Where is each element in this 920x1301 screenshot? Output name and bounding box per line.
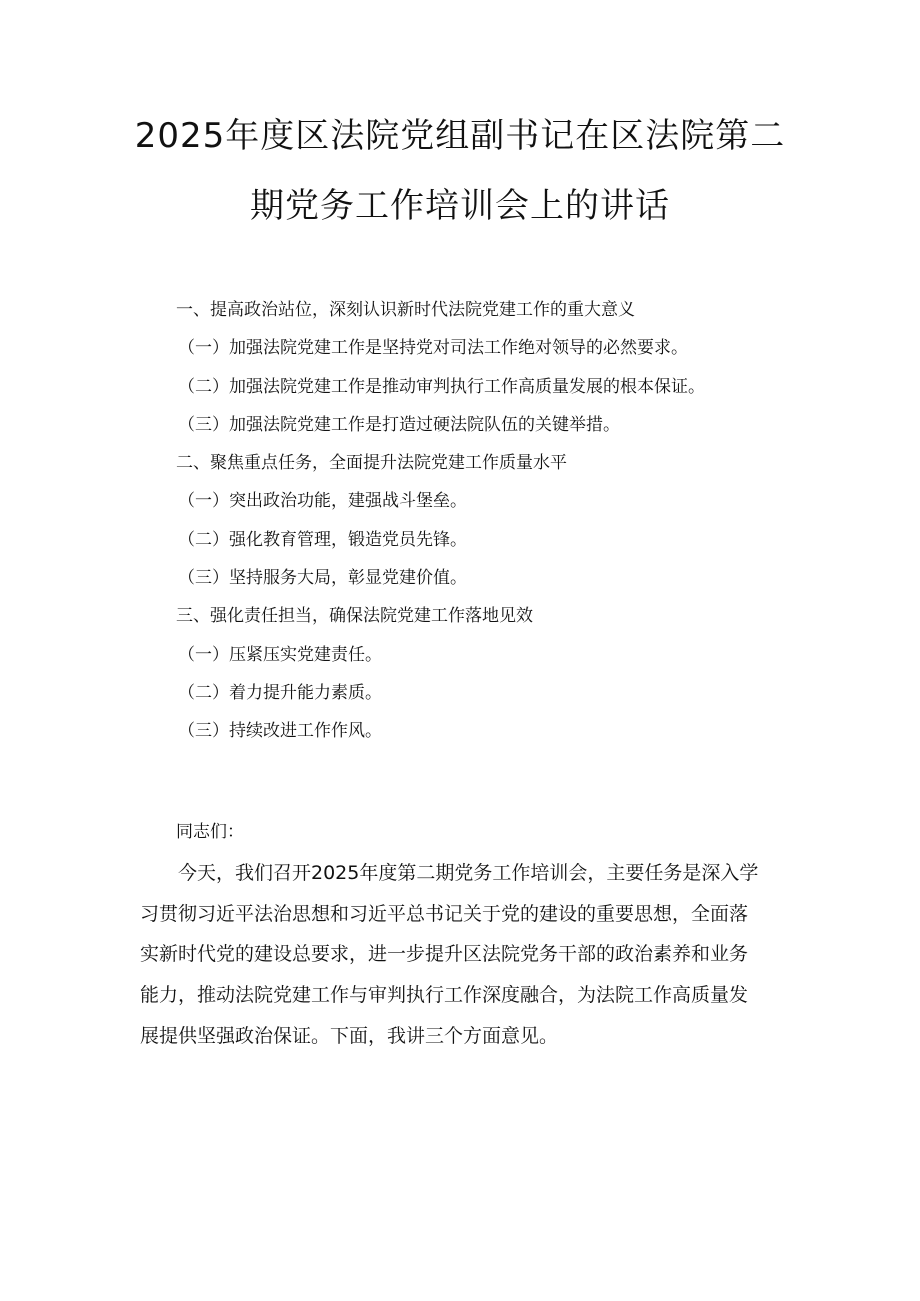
- body-line-3: 实新时代党的建设总要求，进一步提升区法院党务干部的政治素养和业务: [140, 943, 749, 966]
- outline-item-3-3: （三）持续改进工作作风。: [178, 721, 382, 742]
- body-line-4: 能力，推动法院党建工作与审判执行工作深度融合，为法院工作高质量发: [140, 984, 749, 1007]
- outline-item-1-1: （一）加强法院党建工作是坚持党对司法工作绝对领导的必然要求。: [178, 338, 688, 359]
- outline-list: [176, 291, 796, 751]
- outline-item-3-1: （一）压紧压实党建责任。: [178, 644, 382, 665]
- document-title-line-1: 2025年度区法院党组副书记在区法院第二: [134, 116, 786, 156]
- outline-heading-3: 三、强化责任担当，确保法院党建工作落地见效: [176, 606, 533, 627]
- outline-item-1-2: （二）加强法院党建工作是推动审判执行工作高质量发展的根本保证。: [178, 376, 705, 397]
- greeting: 同志们：: [176, 822, 244, 842]
- outline-item-3-2: （二）着力提升能力素质。: [178, 682, 382, 703]
- outline-item-2-1: （一）突出政治功能，建强战斗堡垒。: [178, 491, 467, 512]
- outline-item-2-2: （二）强化教育管理，锻造党员先锋。: [178, 529, 467, 550]
- outline-item-1-3: （三）加强法院党建工作是打造过硬法院队伍的关键举措。: [178, 414, 620, 435]
- body-line-1: 今天，我们召开2025年度第二期党务工作培训会，主要任务是深入学: [178, 862, 759, 884]
- body-line-2: 习贯彻习近平法治思想和习近平总书记关于党的建设的重要思想，全面落: [140, 902, 749, 925]
- outline-heading-2: 二、聚焦重点任务，全面提升法院党建工作质量水平: [176, 453, 567, 474]
- body-line-5: 展提供坚强政治保证。下面，我讲三个方面意见。: [140, 1024, 559, 1047]
- outline-item-2-3: （三）坚持服务大局，彰显党建价值。: [178, 568, 467, 589]
- outline-heading-1: 一、提高政治站位，深刻认识新时代法院党建工作的重大意义: [176, 300, 635, 320]
- body-paragraph: [140, 853, 790, 1056]
- document-title-line-2: 期党务工作培训会上的讲话: [250, 186, 670, 226]
